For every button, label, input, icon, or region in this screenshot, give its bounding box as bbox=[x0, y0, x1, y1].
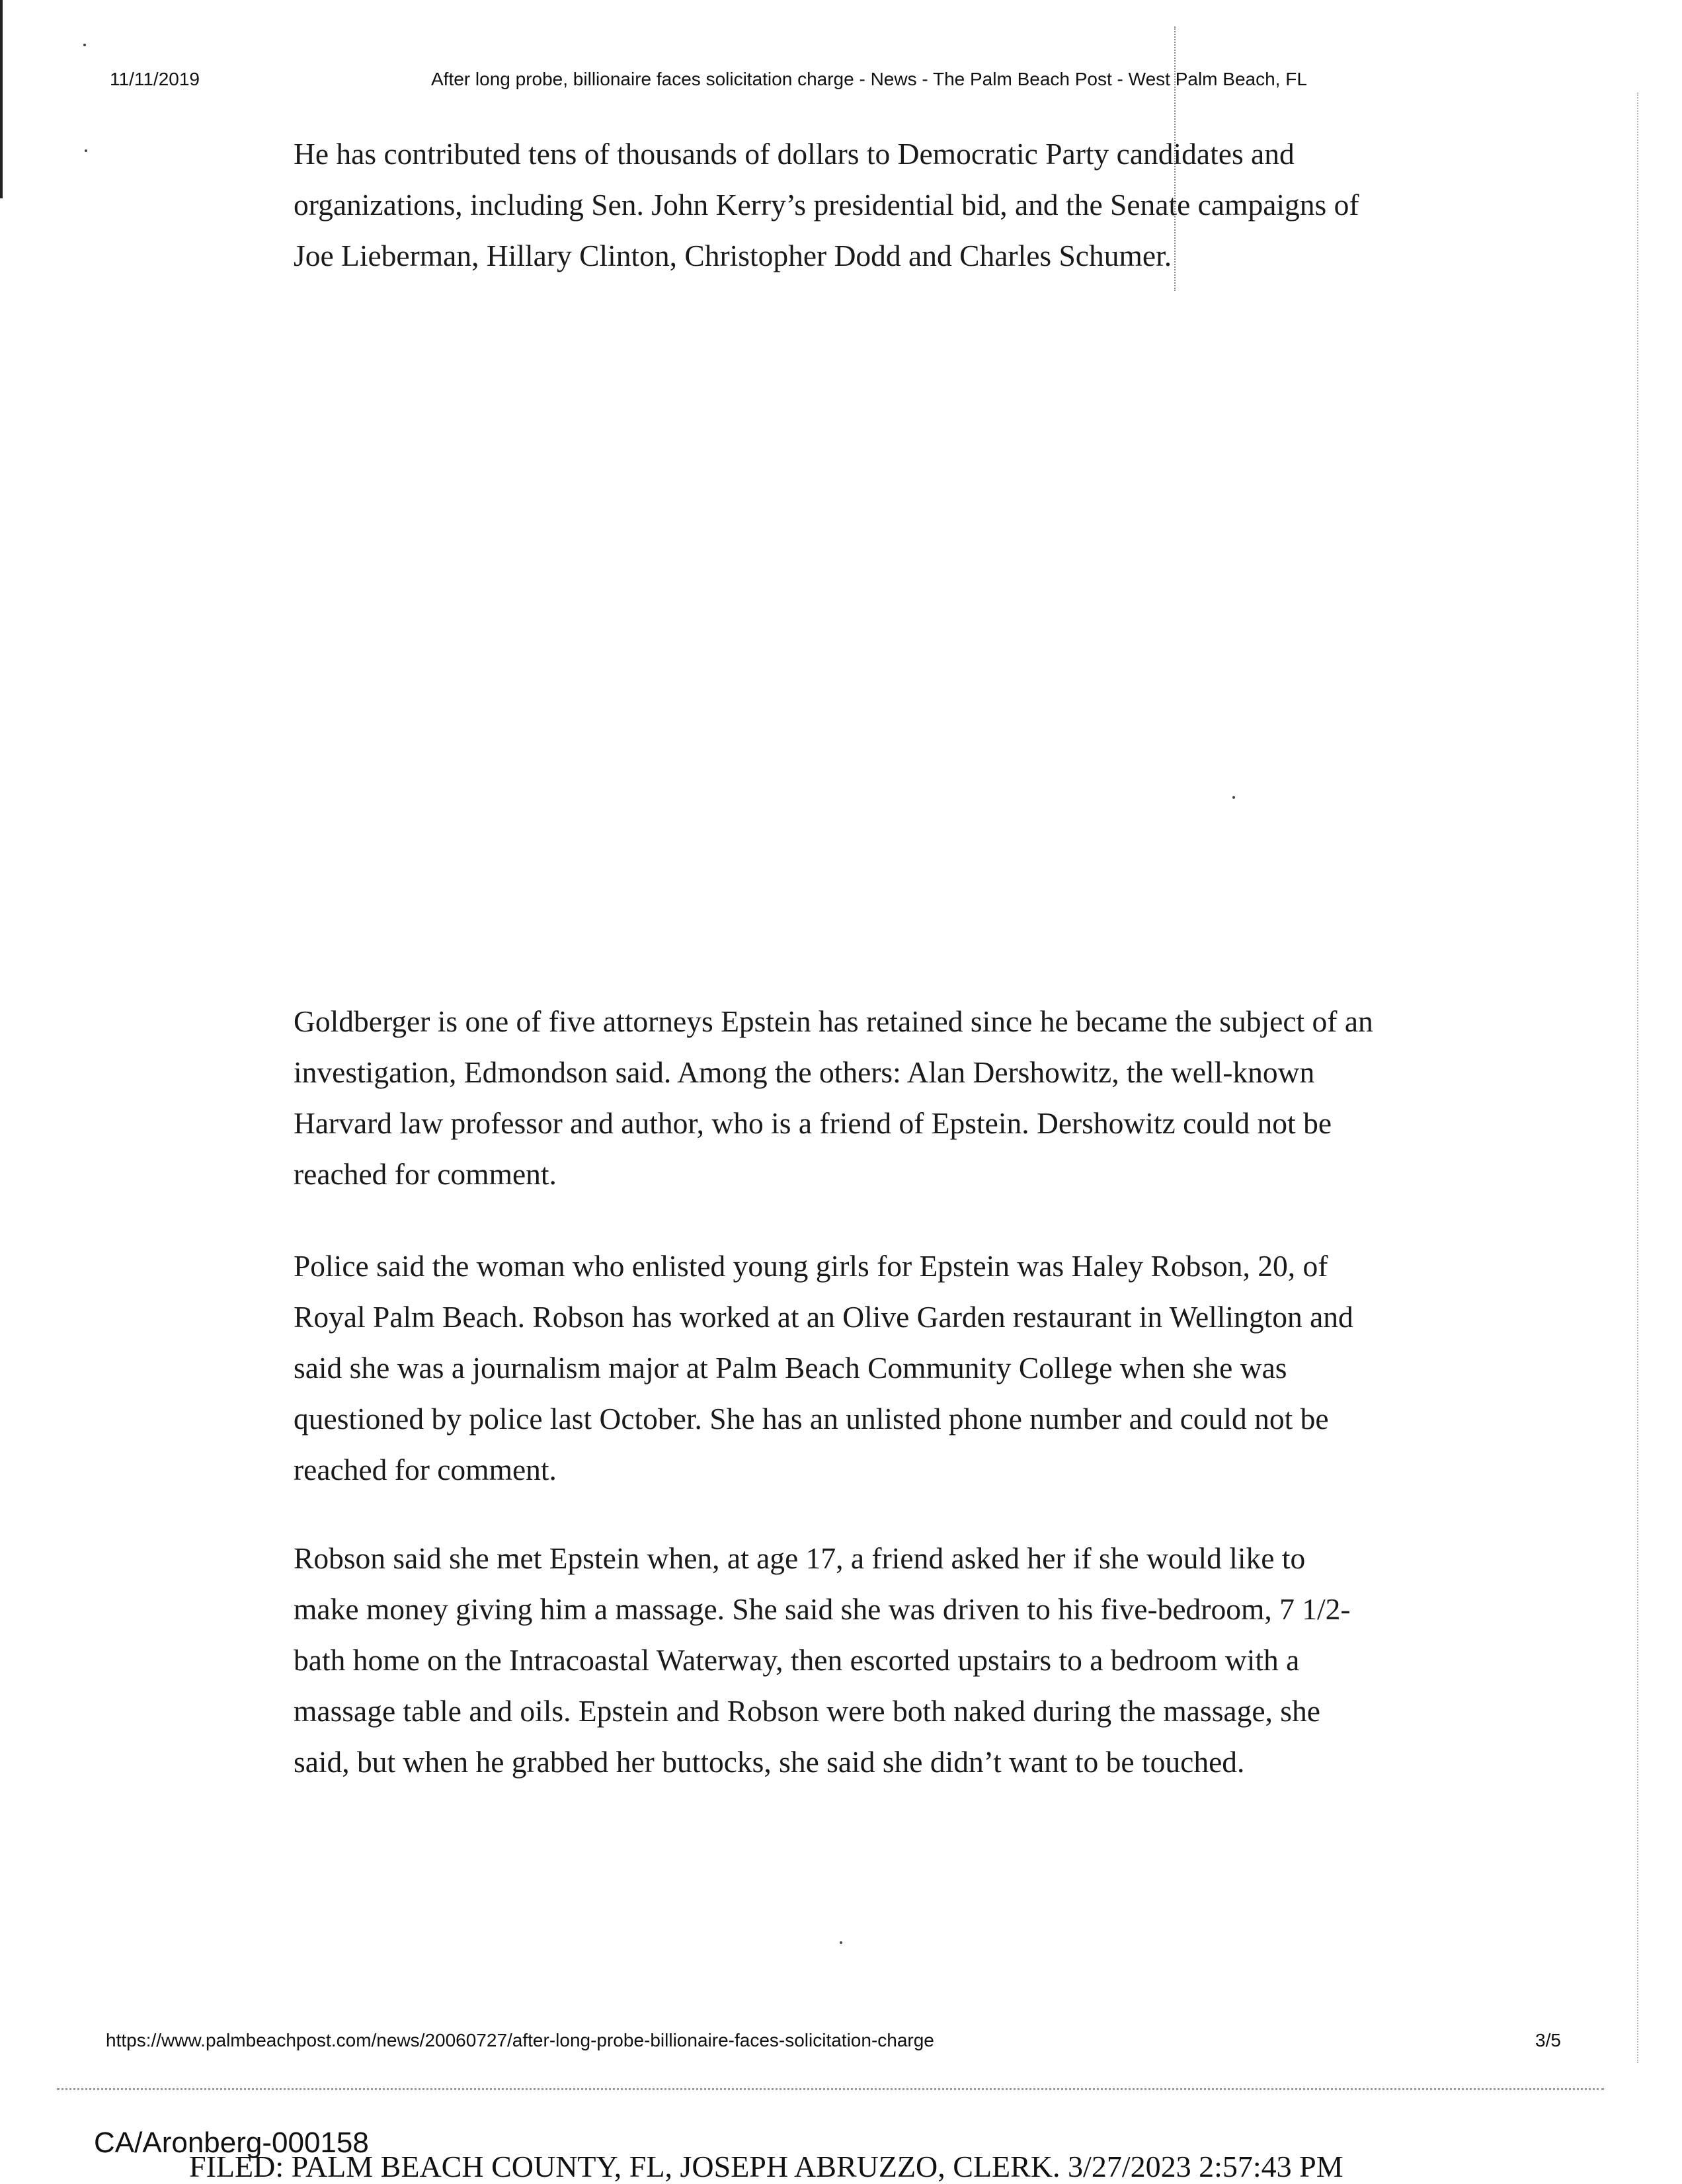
paragraph-text: He has contributed tens of thousands of dollars to Democratic Party candidates and organizations, including Sen. John Kerry’s presidential bid, and the Senate campaigns of Joe Lieberman, Hillary Clinton, Christopher Dodd and Charles Schumer. bbox=[294, 137, 1359, 272]
scan-edge-mark bbox=[0, 0, 3, 198]
print-footer bbox=[0, 2030, 1682, 2063]
print-date: 11/11/2019 bbox=[110, 69, 200, 89]
scan-edge-dots bbox=[1637, 93, 1638, 2063]
paragraph-text: Robson said she met Epstein when, at age 17, a friend asked her if she would like to make money giving him a massage. She said she was driven to his five-bedroom, 7 1/2-bath home on the Intracoastal Waterway, then escorted upstairs to a bedroom with a massage table and oils. Epstein and Robson were both naked during the massage, she said, but when he grabbed her buttocks, she said she didn’t want to be touched. bbox=[294, 1541, 1351, 1779]
filed-stamp: FILED: PALM BEACH COUNTY, FL, JOSEPH ABRUZZO, CLERK. 3/27/2023 2:57:43 PM bbox=[189, 2150, 1343, 2183]
print-page-title: After long probe, billionaire faces solicitation charge - News - The Palm Beach Post - West Palm Beach, FL bbox=[431, 69, 1307, 89]
paragraph-text: Goldberger is one of five attorneys Epstein has retained since he became the subject of an investigation, Edmondson said. Among the others: Alan Dershowitz, the well-known Harvard law professor and author, who is a friend of Epstein. Dershowitz could not be reached for comment. bbox=[294, 1004, 1373, 1191]
scan-speck bbox=[85, 149, 87, 152]
article-paragraph bbox=[294, 996, 1378, 1199]
scan-speck bbox=[1232, 796, 1235, 799]
paragraph-text: Police said the woman who enlisted young girls for Epstein was Haley Robson, 20, of Royal Palm Beach. Robson has worked at an Olive Garden restaurant in Wellington and said she was a journalism major at Palm Beach Community College when she was questioned by police last October. She has an unlisted phone number and could not be reached for comment. bbox=[294, 1249, 1353, 1486]
source-url: https://www.palmbeachpost.com/news/20060727/after-long-probe-billionaire-faces-solicitation-charge bbox=[106, 2030, 934, 2050]
scan-speck bbox=[83, 44, 86, 46]
page-number: 3/5 bbox=[1535, 2030, 1561, 2050]
scan-speck bbox=[840, 1941, 842, 1944]
bates-number: CA/Aronberg-000158 bbox=[94, 2126, 369, 2159]
article-paragraph bbox=[294, 128, 1378, 281]
article-paragraph bbox=[294, 1533, 1378, 1787]
scan-noise-line bbox=[57, 2088, 1604, 2090]
print-header bbox=[0, 66, 1682, 99]
article-paragraph bbox=[294, 1240, 1378, 1495]
